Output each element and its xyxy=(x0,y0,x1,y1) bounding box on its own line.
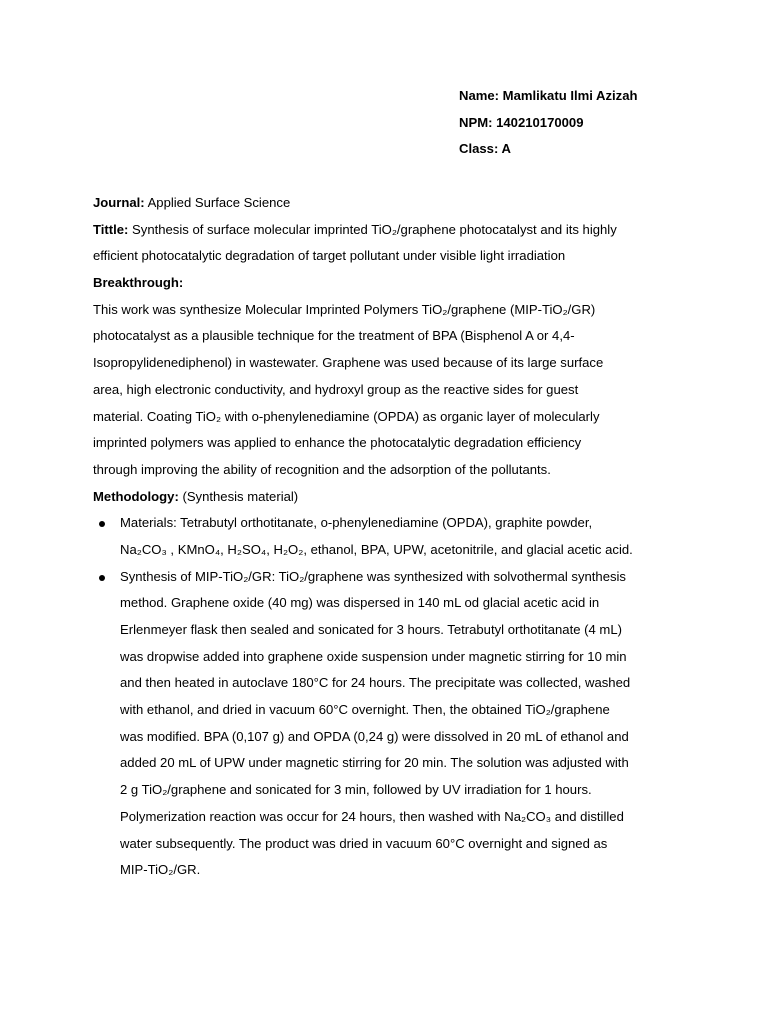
bullet-line: was modified. BPA (0,107 g) and OPDA (0,24 g) were dissolved in 20 mL of ethanol and xyxy=(120,728,629,744)
bullet-line: MIP-TiO₂/GR. xyxy=(120,862,201,878)
student-class: Class: A xyxy=(459,141,511,157)
breakthrough-line: Isopropylidenediphenol) in wastewater. Graphene was used because of its large surface xyxy=(93,355,604,371)
methodology-label: Methodology: xyxy=(93,488,179,504)
bullet-materials xyxy=(93,510,683,563)
journal-value: Applied Surface Science xyxy=(144,195,291,210)
journal-label: Journal: xyxy=(93,195,145,210)
bullet-line: method. Graphene oxide (40 mg) was dispersed in 140 mL od glacial acetic acid in xyxy=(120,595,600,611)
bullet-line: with ethanol, and dried in vacuum 60°C overnight. Then, the obtained TiO₂/graphene xyxy=(120,702,610,718)
bullet-line: Polymerization reaction was occur for 24 hours, then washed with Na₂CO₃ and distilled xyxy=(120,808,624,824)
bullet-line: added 20 mL of UPW under magnetic stirring for 20 min. The solution was adjusted with xyxy=(120,755,629,771)
student-name: Name: Mamlikatu Ilmi Azizah xyxy=(459,88,638,103)
bullet-line: Synthesis of MIP-TiO₂/GR: TiO₂/graphene was synthesized with solvothermal synthesis xyxy=(120,568,626,584)
bullet-line: water subsequently. The product was dried in vacuum 60°C overnight and signed as xyxy=(120,835,608,851)
journal-line xyxy=(93,190,683,217)
bullet-line: Na₂CO₃ , KMnO₄, H₂SO₄, H₂O₂, ethanol, BPA, UPW, acetonitrile, and glacial acetic acid. xyxy=(120,541,633,557)
title-label: Tittle: xyxy=(93,221,129,237)
methodology-note: (Synthesis material) xyxy=(178,488,299,504)
breakthrough-heading: Breakthrough: xyxy=(93,275,184,291)
bullet-line: Materials: Tetrabutyl orthotitanate, o-phenylenediamine (OPDA), graphite powder, xyxy=(120,515,593,531)
bullet-icon xyxy=(99,521,105,527)
bullet-line: 2 g TiO₂/graphene and sonicated for 3 min, followed by UV irradiation for 1 hours. xyxy=(120,782,592,798)
methodology-heading xyxy=(93,484,683,511)
student-info xyxy=(459,83,638,163)
title-text: Synthesis of surface molecular imprinted TiO₂/graphene photocatalyst and its highly xyxy=(128,221,617,237)
bullet-line: Erlenmeyer flask then sealed and sonicated for 3 hours. Tetrabutyl orthotitanate (4 mL) xyxy=(120,622,622,637)
breakthrough-line: imprinted polymers was applied to enhance the photocatalytic degradation efficiency xyxy=(93,435,582,451)
breakthrough-line: material. Coating TiO₂ with o-phenylenediamine (OPDA) as organic layer of molecularly xyxy=(93,408,600,424)
breakthrough-line: area, high electronic conductivity, and hydroxyl group as the reactive sides for guest xyxy=(93,381,579,397)
bullet-synthesis xyxy=(93,564,683,884)
document-body xyxy=(93,190,683,884)
student-npm: NPM: 140210170009 xyxy=(459,114,584,130)
bullet-line: was dropwise added into graphene oxide suspension under magnetic stirring for 10 min xyxy=(120,648,627,664)
bullet-line: and then heated in autoclave 180°C for 24 hours. The precipitate was collected, washed xyxy=(120,675,631,691)
title-line-1 xyxy=(93,217,683,244)
title-line-2: efficient photocatalytic degradation of target pollutant under visible light irradiation xyxy=(93,248,566,264)
breakthrough-line: photocatalyst as a plausible technique for the treatment of BPA (Bisphenol A or 4,4- xyxy=(93,328,575,344)
breakthrough-line: through improving the ability of recognition and the adsorption of the pollutants. xyxy=(93,461,551,477)
bullet-icon xyxy=(99,575,105,581)
breakthrough-line: This work was synthesize Molecular Imprinted Polymers TiO₂/graphene (MIP-TiO₂/GR) xyxy=(93,301,596,317)
